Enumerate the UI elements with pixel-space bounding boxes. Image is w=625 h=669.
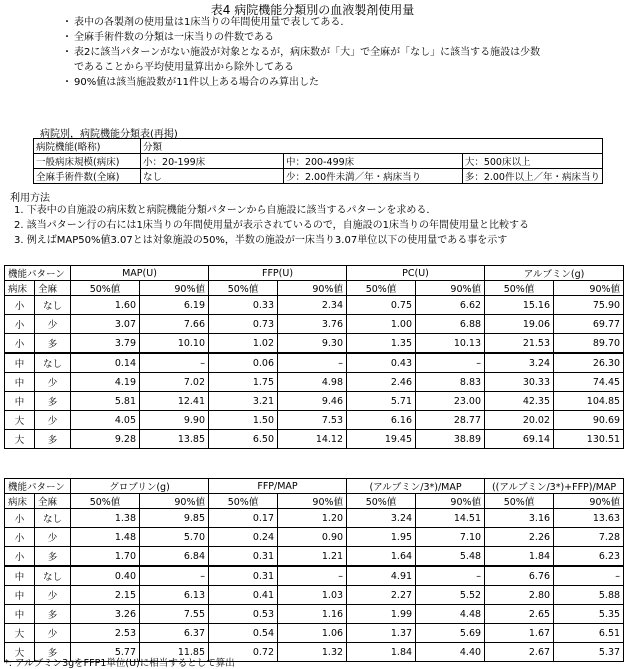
beds-cell: 小 bbox=[5, 334, 35, 354]
value-cell: 5.71 bbox=[347, 392, 416, 411]
anesthesia-cell: なし bbox=[35, 353, 71, 373]
value-cell: – bbox=[554, 566, 624, 586]
value-cell: – bbox=[416, 566, 485, 586]
table-row bbox=[5, 509, 624, 528]
value-cell: 74.45 bbox=[554, 373, 624, 392]
category-cell: 少：2.00件未満／年・病床当り bbox=[283, 169, 462, 184]
value-cell: 6.51 bbox=[554, 624, 624, 643]
value-cell: 5.81 bbox=[71, 392, 140, 411]
category-row-anesthesia: 全麻手術件数(全麻) bbox=[34, 169, 141, 184]
p50-header: 50%値 bbox=[347, 494, 416, 509]
category-table bbox=[33, 138, 603, 184]
value-cell: 4.98 bbox=[278, 373, 347, 392]
table-row bbox=[5, 566, 624, 586]
value-cell: 89.70 bbox=[554, 334, 624, 354]
beds-cell: 小 bbox=[5, 528, 35, 547]
value-cell: 13.63 bbox=[554, 509, 624, 528]
category-title: 病院別，病院機能分類表(再掲) bbox=[40, 129, 178, 140]
value-cell: 19.45 bbox=[347, 430, 416, 449]
p50-header: 50%値 bbox=[485, 494, 554, 509]
table-row bbox=[5, 605, 624, 624]
anesthesia-cell: 多 bbox=[35, 334, 71, 354]
product-header: アルブミン(g) bbox=[485, 266, 624, 281]
value-cell: 5.77 bbox=[71, 643, 140, 662]
p90-header: 90%値 bbox=[140, 281, 209, 296]
anesthesia-cell: 少 bbox=[35, 528, 71, 547]
value-cell: 1.84 bbox=[485, 547, 554, 567]
value-cell: 2.34 bbox=[278, 296, 347, 315]
category-header-function: 病院機能(略称) bbox=[34, 139, 141, 154]
note-item: ・ 表2に該当パターンがない施設が対象となるが，病床数が「大」で全麻が「なし」に該当する施設は少数 bbox=[62, 47, 541, 58]
category-cell: なし bbox=[141, 169, 284, 184]
value-cell: 26.30 bbox=[554, 353, 624, 373]
note-item: ・ 表中の各製剤の使用量は1床当りの年間使用量で表してある． bbox=[62, 17, 351, 28]
usage-item: 2. 該当パターン行の右には1床当りの年間使用量が表示されているので，自施設の1床当りの年間使用量と比較する bbox=[14, 220, 530, 231]
anesthesia-cell: 少 bbox=[35, 411, 71, 430]
value-cell: 12.41 bbox=[140, 392, 209, 411]
value-cell: 9.46 bbox=[278, 392, 347, 411]
table-row bbox=[5, 315, 624, 334]
value-cell: 9.85 bbox=[140, 509, 209, 528]
value-cell: 13.85 bbox=[140, 430, 209, 449]
value-cell: 90.69 bbox=[554, 411, 624, 430]
p50-header: 50%値 bbox=[209, 281, 278, 296]
value-cell: 0.72 bbox=[209, 643, 278, 662]
table-row bbox=[5, 586, 624, 605]
value-cell: 14.51 bbox=[416, 509, 485, 528]
value-cell: 19.06 bbox=[485, 315, 554, 334]
p50-header: 50%値 bbox=[485, 281, 554, 296]
table-row bbox=[5, 547, 624, 567]
pattern-header: 機能パターン bbox=[5, 266, 71, 281]
value-cell: 4.40 bbox=[416, 643, 485, 662]
anesthesia-header: 全麻 bbox=[35, 281, 71, 296]
page-title: 表4 病院機能分類別の血液製剤使用量 bbox=[210, 3, 415, 17]
beds-cell: 小 bbox=[5, 547, 35, 567]
value-cell: 69.14 bbox=[485, 430, 554, 449]
value-cell: 3.76 bbox=[278, 315, 347, 334]
anesthesia-cell: 少 bbox=[35, 315, 71, 334]
usage-item: 3. 例えばMAP50%値3.07とは対象施設の50%，半数の施設が一床当り3.07単位以下の使用量である事を示す bbox=[14, 235, 508, 246]
beds-header: 病床 bbox=[5, 281, 35, 296]
value-cell: 1.75 bbox=[209, 373, 278, 392]
p90-header: 90%値 bbox=[140, 494, 209, 509]
table-row bbox=[5, 353, 624, 373]
value-cell: 6.50 bbox=[209, 430, 278, 449]
value-cell: 1.02 bbox=[209, 334, 278, 354]
value-cell: 2.15 bbox=[71, 586, 140, 605]
value-cell: 6.23 bbox=[554, 547, 624, 567]
beds-cell: 小 bbox=[5, 509, 35, 528]
value-cell: 2.46 bbox=[347, 373, 416, 392]
value-cell: 6.84 bbox=[140, 547, 209, 567]
value-cell: 1.00 bbox=[347, 315, 416, 334]
value-cell: 2.80 bbox=[485, 586, 554, 605]
category-cell: 中：200-499床 bbox=[283, 154, 462, 169]
value-cell: 20.02 bbox=[485, 411, 554, 430]
value-cell: 0.40 bbox=[71, 566, 140, 586]
anesthesia-cell: 多 bbox=[35, 643, 71, 662]
value-cell: 2.26 bbox=[485, 528, 554, 547]
usage-table-1 bbox=[4, 265, 624, 449]
value-cell: 4.91 bbox=[347, 566, 416, 586]
value-cell: 130.51 bbox=[554, 430, 624, 449]
value-cell: 6.13 bbox=[140, 586, 209, 605]
anesthesia-cell: なし bbox=[35, 509, 71, 528]
value-cell: – bbox=[278, 353, 347, 373]
usage-table-2 bbox=[4, 478, 624, 662]
notes-list bbox=[62, 15, 540, 90]
product-header: FFP/MAP bbox=[209, 479, 347, 494]
value-cell: 1.60 bbox=[71, 296, 140, 315]
beds-cell: 小 bbox=[5, 315, 35, 334]
value-cell: 1.38 bbox=[71, 509, 140, 528]
category-cell: 多：2.00件以上／年・病床当り bbox=[462, 169, 602, 184]
value-cell: 5.88 bbox=[554, 586, 624, 605]
anesthesia-header: 全麻 bbox=[35, 494, 71, 509]
value-cell: 42.35 bbox=[485, 392, 554, 411]
value-cell: 1.37 bbox=[347, 624, 416, 643]
value-cell: 3.24 bbox=[347, 509, 416, 528]
value-cell: 1.48 bbox=[71, 528, 140, 547]
beds-cell: 小 bbox=[5, 296, 35, 315]
beds-cell: 大 bbox=[5, 411, 35, 430]
value-cell: 1.35 bbox=[347, 334, 416, 354]
beds-cell: 大 bbox=[5, 624, 35, 643]
value-cell: 9.28 bbox=[71, 430, 140, 449]
value-cell: 0.90 bbox=[278, 528, 347, 547]
value-cell: 0.73 bbox=[209, 315, 278, 334]
value-cell: 2.27 bbox=[347, 586, 416, 605]
p50-header: 50%値 bbox=[209, 494, 278, 509]
value-cell: – bbox=[140, 353, 209, 373]
p90-header: 90%値 bbox=[416, 494, 485, 509]
value-cell: 7.55 bbox=[140, 605, 209, 624]
value-cell: 1.70 bbox=[71, 547, 140, 567]
table-row bbox=[5, 430, 624, 449]
anesthesia-cell: なし bbox=[35, 566, 71, 586]
value-cell: 5.48 bbox=[416, 547, 485, 567]
value-cell: 3.79 bbox=[71, 334, 140, 354]
value-cell: 7.28 bbox=[554, 528, 624, 547]
value-cell: 75.90 bbox=[554, 296, 624, 315]
value-cell: 0.06 bbox=[209, 353, 278, 373]
p90-header: 90%値 bbox=[554, 281, 624, 296]
anesthesia-cell: 多 bbox=[35, 392, 71, 411]
beds-cell: 大 bbox=[5, 643, 35, 662]
value-cell: 0.17 bbox=[209, 509, 278, 528]
table-row bbox=[5, 373, 624, 392]
value-cell: 3.16 bbox=[485, 509, 554, 528]
p50-header: 50%値 bbox=[71, 494, 140, 509]
value-cell: 0.43 bbox=[347, 353, 416, 373]
table-row bbox=[5, 528, 624, 547]
value-cell: 21.53 bbox=[485, 334, 554, 354]
value-cell: 3.26 bbox=[71, 605, 140, 624]
value-cell: – bbox=[140, 566, 209, 586]
beds-cell: 中 bbox=[5, 353, 35, 373]
value-cell: 7.02 bbox=[140, 373, 209, 392]
value-cell: 0.53 bbox=[209, 605, 278, 624]
value-cell: 5.69 bbox=[416, 624, 485, 643]
value-cell: 1.21 bbox=[278, 547, 347, 567]
value-cell: 38.89 bbox=[416, 430, 485, 449]
value-cell: 1.67 bbox=[485, 624, 554, 643]
value-cell: 0.54 bbox=[209, 624, 278, 643]
value-cell: 1.50 bbox=[209, 411, 278, 430]
category-cell: 大：500床以上 bbox=[462, 154, 602, 169]
value-cell: 6.62 bbox=[416, 296, 485, 315]
p90-header: 90%値 bbox=[278, 494, 347, 509]
table-row bbox=[5, 624, 624, 643]
value-cell: 3.24 bbox=[485, 353, 554, 373]
product-header: ((アルブミン/3*)+FFP)/MAP bbox=[485, 479, 624, 494]
pattern-header: 機能パターン bbox=[5, 479, 71, 494]
value-cell: 3.07 bbox=[71, 315, 140, 334]
anesthesia-cell: 多 bbox=[35, 605, 71, 624]
value-cell: 0.24 bbox=[209, 528, 278, 547]
usage-title: 利用方法 bbox=[10, 193, 50, 204]
value-cell: 3.21 bbox=[209, 392, 278, 411]
value-cell: 1.95 bbox=[347, 528, 416, 547]
table-row bbox=[5, 296, 624, 315]
value-cell: 7.53 bbox=[278, 411, 347, 430]
beds-cell: 中 bbox=[5, 566, 35, 586]
value-cell: 10.10 bbox=[140, 334, 209, 354]
table-row bbox=[5, 334, 624, 354]
p50-header: 50%値 bbox=[71, 281, 140, 296]
category-row-beds: 一般病床規模(病床) bbox=[34, 154, 141, 169]
table-row bbox=[5, 411, 624, 430]
beds-header: 病床 bbox=[5, 494, 35, 509]
value-cell: 104.85 bbox=[554, 392, 624, 411]
anesthesia-cell: 少 bbox=[35, 586, 71, 605]
p50-header: 50%値 bbox=[347, 281, 416, 296]
value-cell: 28.77 bbox=[416, 411, 485, 430]
anesthesia-cell: 多 bbox=[35, 547, 71, 567]
product-header: PC(U) bbox=[347, 266, 485, 281]
beds-cell: 中 bbox=[5, 373, 35, 392]
value-cell: 2.67 bbox=[485, 643, 554, 662]
value-cell: 1.03 bbox=[278, 586, 347, 605]
p90-header: 90%値 bbox=[278, 281, 347, 296]
p90-header: 90%値 bbox=[554, 494, 624, 509]
footnote: *: アルブミン3gをFFP1単位(U)に相当するとして算出 bbox=[4, 658, 235, 669]
note-item: ・ 全麻手術件数の分類は一床当りの件数である bbox=[62, 32, 274, 43]
value-cell: – bbox=[416, 353, 485, 373]
product-header: FFP(U) bbox=[209, 266, 347, 281]
value-cell: 6.88 bbox=[416, 315, 485, 334]
value-cell: 1.64 bbox=[347, 547, 416, 567]
value-cell: 7.66 bbox=[140, 315, 209, 334]
beds-cell: 中 bbox=[5, 605, 35, 624]
p90-header: 90%値 bbox=[416, 281, 485, 296]
anesthesia-cell: なし bbox=[35, 296, 71, 315]
value-cell: 6.76 bbox=[485, 566, 554, 586]
beds-cell: 大 bbox=[5, 430, 35, 449]
value-cell: 4.48 bbox=[416, 605, 485, 624]
value-cell: 9.30 bbox=[278, 334, 347, 354]
value-cell: 0.41 bbox=[209, 586, 278, 605]
note-item: ・ 90%値は該当施設数が11件以上ある場合のみ算出した bbox=[62, 77, 319, 88]
value-cell: 0.33 bbox=[209, 296, 278, 315]
beds-cell: 中 bbox=[5, 586, 35, 605]
value-cell: 0.31 bbox=[209, 566, 278, 586]
product-header: MAP(U) bbox=[71, 266, 209, 281]
category-header-class: 分類 bbox=[141, 139, 603, 154]
value-cell: 2.65 bbox=[485, 605, 554, 624]
value-cell: 8.83 bbox=[416, 373, 485, 392]
product-header: グロブリン(g) bbox=[71, 479, 209, 494]
anesthesia-cell: 多 bbox=[35, 430, 71, 449]
value-cell: 1.84 bbox=[347, 643, 416, 662]
value-cell: 5.35 bbox=[554, 605, 624, 624]
value-cell: 14.12 bbox=[278, 430, 347, 449]
value-cell: 1.99 bbox=[347, 605, 416, 624]
value-cell: 0.75 bbox=[347, 296, 416, 315]
value-cell: 0.14 bbox=[71, 353, 140, 373]
value-cell: 15.16 bbox=[485, 296, 554, 315]
anesthesia-cell: 少 bbox=[35, 373, 71, 392]
value-cell: 6.37 bbox=[140, 624, 209, 643]
value-cell: 4.05 bbox=[71, 411, 140, 430]
value-cell: 1.32 bbox=[278, 643, 347, 662]
beds-cell: 中 bbox=[5, 392, 35, 411]
value-cell: 10.13 bbox=[416, 334, 485, 354]
value-cell: 4.19 bbox=[71, 373, 140, 392]
note-item: であることから平均使用量算出から除外してある bbox=[74, 62, 294, 73]
table-row bbox=[5, 392, 624, 411]
value-cell: 5.52 bbox=[416, 586, 485, 605]
value-cell: 1.16 bbox=[278, 605, 347, 624]
value-cell: 5.37 bbox=[554, 643, 624, 662]
value-cell: 7.10 bbox=[416, 528, 485, 547]
value-cell: 30.33 bbox=[485, 373, 554, 392]
value-cell: 69.77 bbox=[554, 315, 624, 334]
value-cell: 2.53 bbox=[71, 624, 140, 643]
value-cell: 1.20 bbox=[278, 509, 347, 528]
value-cell: 9.90 bbox=[140, 411, 209, 430]
product-header: (アルブミン/3*)/MAP bbox=[347, 479, 485, 494]
value-cell: 1.06 bbox=[278, 624, 347, 643]
value-cell: 23.00 bbox=[416, 392, 485, 411]
value-cell: 11.85 bbox=[140, 643, 209, 662]
value-cell: 6.19 bbox=[140, 296, 209, 315]
value-cell: 5.70 bbox=[140, 528, 209, 547]
usage-list bbox=[14, 203, 529, 248]
anesthesia-cell: 少 bbox=[35, 624, 71, 643]
usage-item: 1. 下表中の自施設の病床数と病院機能分類パターンから自施設に該当するパターンを求める． bbox=[14, 205, 437, 216]
category-cell: 小：20-199床 bbox=[141, 154, 284, 169]
value-cell: – bbox=[278, 566, 347, 586]
value-cell: 0.31 bbox=[209, 547, 278, 567]
value-cell: 6.16 bbox=[347, 411, 416, 430]
